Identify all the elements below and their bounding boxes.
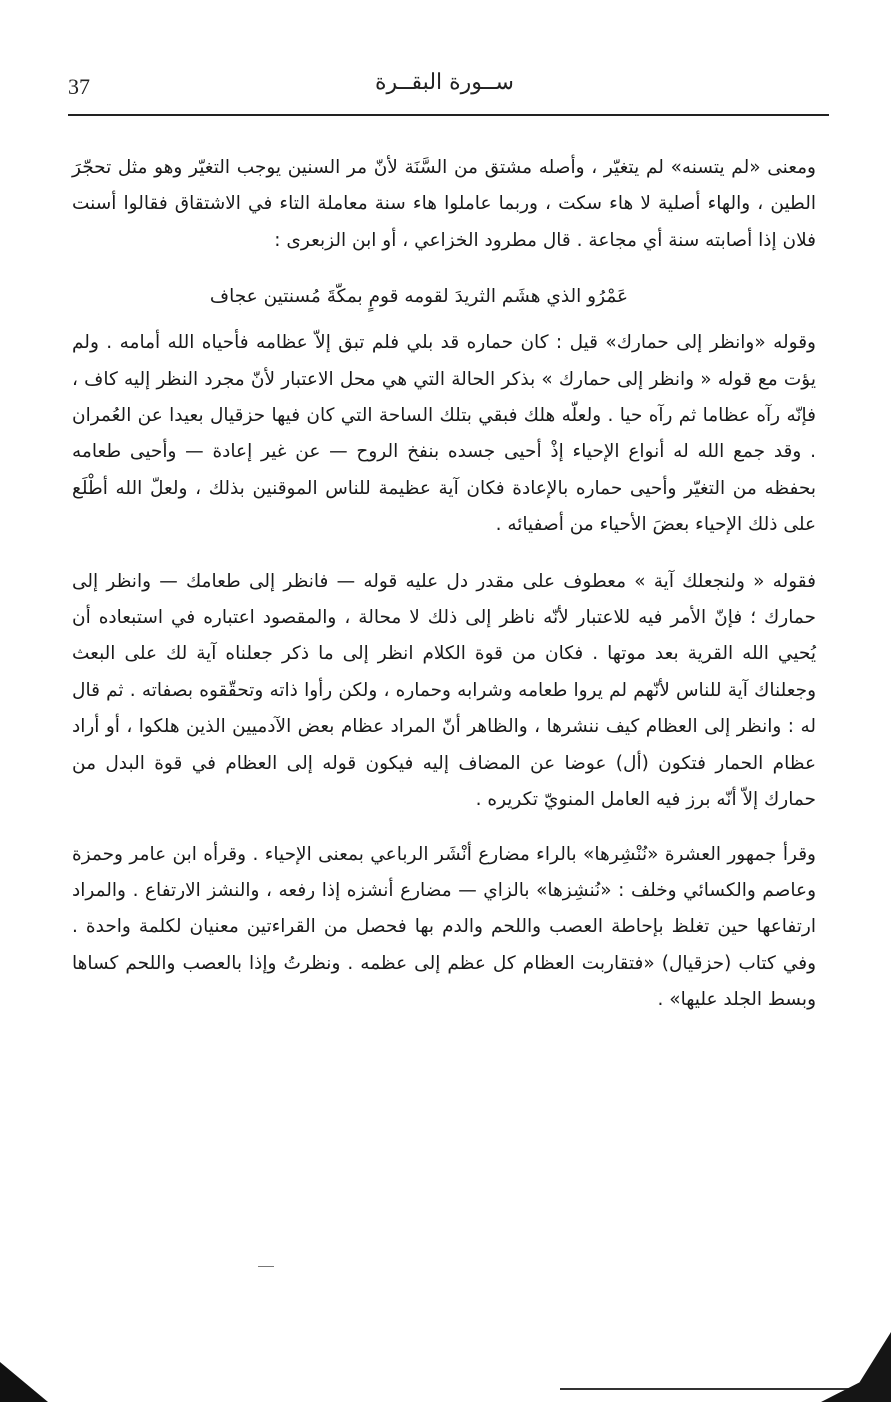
- scan-corner-shadow-right: [821, 1332, 891, 1402]
- paragraph: وقرأ جمهور العشرة «نُنْشِرها» بالراء مضارع أنْشَر الرباعي بمعنى الإحياء . وقرأه ابن عامر وحمزة وعاصم والكسائي وخلف : «نُنشِزها» بالزاي — مضارع أنشزه إذا رفعه ، والنشز الارتفاع . والمراد ارتفاعها حين تغلظ بإحاطة العصب واللحم والدم بها فحصل من القراءتين معنيان لكلمة واحدة . وفي كتاب (حزقيال) «فتقاربت العظام كل عظم إلى عظمه . ونظرتُ وإذا بالعصب واللحم كساها وبسط الجلد عليها» .: [72, 843, 816, 1011]
- header-rule: [68, 114, 829, 116]
- page-number: 37: [68, 74, 90, 99]
- body-text: [72, 150, 816, 1019]
- scan-edge-line: [560, 1388, 860, 1390]
- paragraph: ومعنى «لم يتسنه» لم يتغيّر ، وأصله مشتق من السَّنَة لأنّ مر السنين يوجب التغيّر وهو مثل تحجّرَ الطين ، والهاء أصلية لا هاء سكت ، وربما عاملوا هاء سنة معاملة التاء في الاشتقاق فقالوا أسنت فلان إذا أصابته سنة أي مجاعة . قال مطرود الخزاعي ، أو ابن الزبعرى :: [72, 157, 816, 251]
- paragraph: فقوله « ولنجعلك آية » معطوف على مقدر دل عليه قوله — فانظر إلى طعامك — وانظر إلى حمارك ؛ فإنّ الأمر فيه للاعتبار لأنّه ناظر إلى ذلك لا محالة ، والمقصود اعتباره في استبعاده أن يُحيي الله القرية بعد موتها . فكان من قوة الكلام انظر إلى ما ذكر جعلناه آية لك على البعث وجعلناك آية للناس لأنّهم لم يروا طعامه وشرابه وحماره ، ولكن رأوا ذاته وتحقّقوه بصفاته . ثم قال له : وانظر إلى العظام كيف ننشرها ، والظاهر أنّ المراد عظام بعض الآدميين الذين هلكوا ، أو أراد عظام الحمار فتكون (أل) عوضا عن المضاف إليه فيكون قوله إلى العظام في قوة البدل من حمارك إلاّ أنّه برز فيه العامل المنويّ تكريره .: [72, 570, 816, 811]
- scan-smudge: [258, 1266, 274, 1267]
- running-title: ســورة البقــرة: [375, 70, 514, 95]
- paragraph: وقوله «وانظر إلى حمارك» قيل : كان حماره قد بلي فلم تبق إلاّ عظامه فأحياه الله أمامه . ولم يؤت مع قوله « وانظر إلى حمارك » بذكر الحالة التي هي محل الاعتبار لأنّ مجرد النظر إليه كاف ، فإنّه رآه عظاما ثم رآه حيا . ولعلّه هلك فبقي بتلك الساحة التي كان فيها حزقيال بعيدا عن العُمران . وقد جمع الله له أنواع الإحياء إذْ أحيى جسده بنفخ الروح — عن غير إعادة — وأحيى طعامه بحفظه من التغيّر وأحيى حماره بالإعادة فكان آية عظيمة للناس الموقنين بذلك ، ولعلّ الله أطْلَع على ذلك الإحياء بعضَ الأحياء من أصفيائه .: [72, 332, 816, 536]
- poetry-verse: عَمْرُو الذي هشَم الثريدَ لقومه قومٍ بمكّةَ مُسنتين عجاف: [209, 286, 629, 308]
- page-header: [68, 70, 821, 110]
- scan-corner-shadow-left: [0, 1362, 48, 1402]
